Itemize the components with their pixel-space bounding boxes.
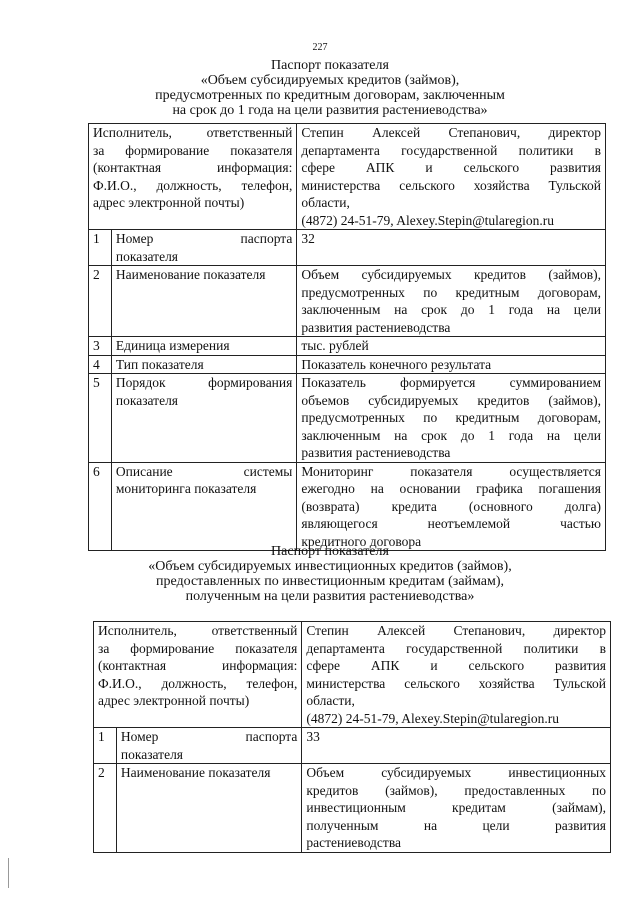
- table-row: [94, 728, 611, 764]
- passport-1-table: [88, 123, 606, 551]
- row-number: 1: [89, 230, 112, 266]
- executor-value: [297, 124, 606, 230]
- executor-label-line: Исполнитель, ответственный: [98, 623, 298, 638]
- row-label-line: показателя: [115, 392, 179, 408]
- row-label: [116, 764, 301, 853]
- executor-label-line: адрес электронной почты): [93, 195, 245, 210]
- executor-label-line: за формирование показателя: [93, 142, 293, 158]
- row-value-line: тыс. рублей: [301, 338, 369, 353]
- row-value-line: развития растениеводства: [301, 319, 451, 335]
- row-value: [297, 230, 606, 266]
- passport-heading: Паспорт показателя: [271, 58, 389, 73]
- executor-label: [94, 622, 302, 728]
- executor-value-line: Степин Алексей Степанович, директор: [301, 125, 601, 140]
- passport-1-title: [100, 58, 560, 118]
- executor-value-line: сфере АПК и сельского развития: [306, 658, 606, 673]
- row-value: [297, 337, 606, 356]
- row-value-line: заключенным на срок до 1 года на цели: [301, 302, 601, 317]
- row-value-line: Объем субсидируемых инвестиционных: [306, 765, 606, 780]
- executor-value-line: области,: [301, 195, 350, 210]
- row-label: [111, 266, 296, 337]
- executor-label-line: Ф.И.О., должность, телефон,: [93, 177, 293, 193]
- indicator-name-line: предоставленных по инвестиционным кредитам (займам),: [155, 574, 505, 589]
- indicator-name-line: предусмотренных по кредитным договорам, заключенным: [155, 88, 505, 103]
- executor-value: [302, 622, 611, 728]
- row-value-line: 32: [301, 231, 315, 246]
- executor-label-line: (контактная информация:: [93, 160, 293, 175]
- table-row: [89, 230, 606, 266]
- row-value-line: Показатель формируется суммированием: [301, 375, 601, 390]
- row-value-line: являющегося неотъемлемой частью: [301, 516, 601, 531]
- page-number: 227: [312, 42, 328, 53]
- executor-label-line: (контактная информация:: [98, 658, 298, 673]
- row-label-line: Наименование показателя: [115, 267, 266, 282]
- executor-label-line: адрес электронной почты): [98, 693, 250, 708]
- passport-heading: Паспорт показателя: [271, 544, 389, 559]
- row-label-line: Наименование показателя: [120, 765, 271, 780]
- row-value-line: инвестиционным кредитам (займам),: [306, 800, 606, 815]
- row-label-line: Единица измерения: [115, 338, 230, 353]
- row-number: 5: [89, 374, 112, 463]
- row-number: 6: [89, 462, 112, 551]
- row-value-line: Показатель конечного результата: [301, 356, 492, 372]
- row-number: 3: [89, 337, 112, 356]
- row-value-line: кредитов (займов), предоставленных по: [306, 782, 606, 798]
- row-label-line: показателя: [115, 248, 179, 264]
- executor-value-line: Степин Алексей Степанович, директор: [306, 623, 606, 638]
- row-label: [111, 462, 296, 551]
- row-value-line: Объем субсидируемых кредитов (займов),: [301, 267, 601, 282]
- row-value-line: растениеводства: [306, 835, 402, 850]
- row-label: [111, 355, 296, 374]
- table-row: [89, 374, 606, 463]
- table-row: [94, 764, 611, 853]
- row-value: [302, 764, 611, 853]
- row-label-line: Описание системы: [115, 463, 293, 479]
- row-value-line: объемов субсидируемых кредитов (займов),: [301, 392, 601, 408]
- row-value-line: заключенным на срок до 1 года на цели: [301, 427, 601, 443]
- executor-row: [94, 622, 611, 728]
- row-value: [297, 266, 606, 337]
- executor-value-line: министерства сельского хозяйства Тульской: [301, 177, 601, 193]
- scan-artifact: [8, 858, 9, 888]
- row-label-line: Номер паспорта: [115, 231, 293, 246]
- row-value-line: кредитного договора: [301, 533, 422, 549]
- table-row: [89, 355, 606, 374]
- row-value-line: предусмотренных по кредитным договорам,: [301, 284, 601, 300]
- indicator-name-line: «Объем субсидируемых инвестиционных кредитов (займов),: [148, 559, 512, 574]
- executor-label: [89, 124, 297, 230]
- row-value: [297, 374, 606, 463]
- row-value-line: ежегодно на основании графика погашения: [301, 481, 601, 496]
- row-label-line: Тип показателя: [115, 356, 204, 372]
- executor-value-line: департамента государственной политики в: [306, 640, 606, 656]
- row-label-line: мониторинга показателя: [115, 481, 257, 496]
- row-value-line: 33: [306, 729, 320, 744]
- table-row: [89, 266, 606, 337]
- indicator-name-line: на срок до 1 года на цели развития растениеводства»: [172, 103, 488, 118]
- row-label: [111, 337, 296, 356]
- executor-label-line: Исполнитель, ответственный: [93, 125, 293, 140]
- row-label-line: Порядок формирования: [115, 375, 293, 390]
- row-value-line: полученным на цели развития: [306, 817, 606, 833]
- row-value: [297, 355, 606, 374]
- executor-value-line: (4872) 24-51-79, Alexey.Stepin@tularegion.ru: [301, 212, 554, 228]
- executor-value-line: сфере АПК и сельского развития: [301, 160, 601, 175]
- row-label-line: показателя: [120, 746, 184, 762]
- row-number: 2: [89, 266, 112, 337]
- executor-value-line: (4872) 24-51-79, Alexey.Stepin@tularegion.ru: [306, 710, 559, 726]
- indicator-name-line: «Объем субсидируемых кредитов (займов),: [200, 73, 460, 88]
- row-label: [111, 374, 296, 463]
- executor-value-line: области,: [306, 693, 355, 708]
- row-value-line: развития растениеводства: [301, 445, 451, 460]
- row-value: [302, 728, 611, 764]
- passport-2-table: [93, 621, 611, 853]
- row-value-line: предусмотренных по кредитным договорам,: [301, 410, 601, 425]
- row-number: 1: [94, 728, 117, 764]
- table-row: [89, 337, 606, 356]
- indicator-name-line: полученным на цели развития растениеводства»: [185, 589, 475, 604]
- executor-row: [89, 124, 606, 230]
- executor-value-line: департамента государственной политики в: [301, 142, 601, 158]
- executor-value-line: министерства сельского хозяйства Тульской: [306, 675, 606, 691]
- table-row: [89, 462, 606, 551]
- row-number: 4: [89, 355, 112, 374]
- row-number: 2: [94, 764, 117, 853]
- row-value-line: (возврата) кредита (основного долга): [301, 498, 601, 514]
- row-value: [297, 462, 606, 551]
- row-label: [116, 728, 301, 764]
- executor-label-line: за формирование показателя: [98, 640, 298, 656]
- executor-label-line: Ф.И.О., должность, телефон,: [98, 675, 298, 691]
- row-value-line: Мониторинг показателя осуществляется: [301, 463, 601, 479]
- row-label-line: Номер паспорта: [120, 729, 298, 744]
- passport-2-title: [100, 544, 560, 604]
- row-label: [111, 230, 296, 266]
